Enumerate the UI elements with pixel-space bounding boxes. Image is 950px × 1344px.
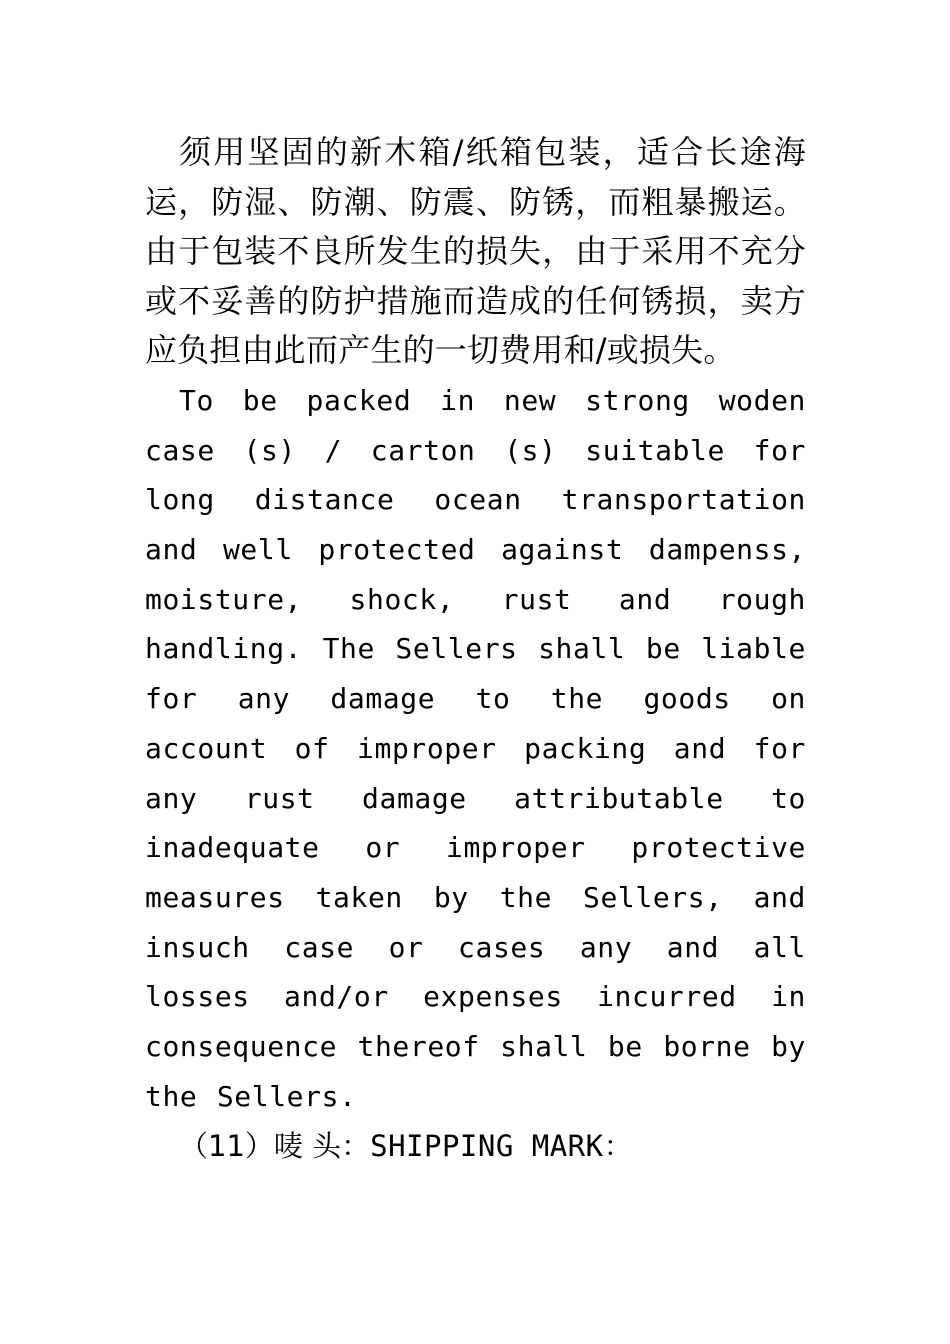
shipping-mark-heading — [145, 1122, 806, 1172]
shipping-mark-label: SHIPPING MARK： — [370, 1128, 634, 1163]
document-body — [145, 128, 806, 1171]
shipping-mark-prefix: （11）唛 头： — [179, 1128, 371, 1163]
packing-clause-chinese: 须用坚固的新木箱/纸箱包装，适合长途海运，防湿、防潮、防震、防锈，而粗暴搬运。由于包装不良所发生的损失，由于采用不充分或不妥善的防护措施而造成的任何锈损，卖方应负担由此而产生的一切费用和/或损失。 — [145, 133, 806, 370]
packing-clause-english: To be packed in new strong woden case (s) / carton (s) suitable for long distance ocean transportation and well protected against dampenss, moisture, shock, rust and rough handling. The Sellers shall be liable for any damage to the goods on account of improper packing and for any rust damage attributable to inadequate or improper protective measures taken by the Sellers, and insuch case or cases any and all losses and/or expenses incurred in consequence thereof shall be borne by the Sellers. — [145, 383, 806, 1113]
